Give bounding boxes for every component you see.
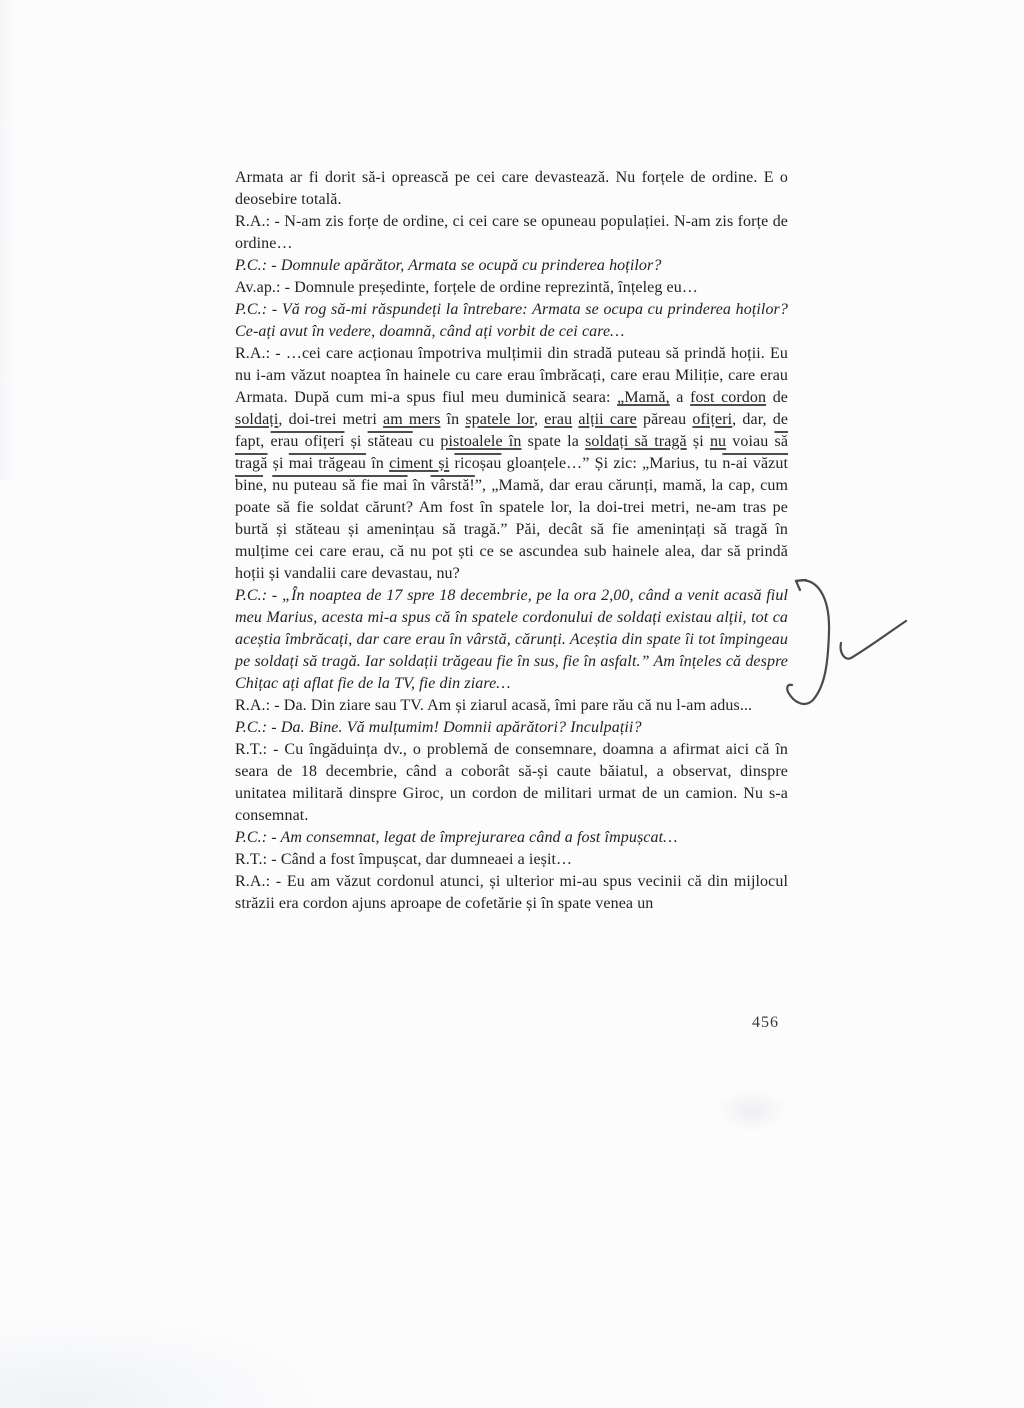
pen-marked-text: ciment și (389, 455, 450, 472)
pen-marked-text: nu puteau să fie mai (272, 477, 408, 494)
text-run: Armata ar fi dorit să-i oprească pe cei care devastează. Nu forțele de ordine. E o deosebire totală. (235, 169, 788, 208)
pen-marked-text: ricoșau (454, 455, 502, 472)
transcript-paragraph (235, 717, 788, 739)
pen-marked-text: alții care (578, 411, 637, 428)
text-run: R.A.: - Da. Din ziare sau TV. Am și ziarul acasă, îmi pare rău că nu l-am adus... (235, 697, 753, 714)
transcript-paragraph (235, 585, 788, 695)
transcript-paragraph (235, 167, 788, 211)
text-run: gloanțele…” Și zic: „Marius, tu (501, 455, 723, 472)
text-run: R.T.: - Cu îngăduința dv., o problemă de consemnare, doamna a afirmat aici că în seara de 18 decembrie, când a coborât să-și caute băiatul, a observat, dinspre unitatea militară dinspre Giroc, un cordon de militari urmat de un camion. Nu s-a consemnat. (235, 741, 788, 824)
text-run: păreau (636, 411, 693, 428)
transcript-paragraph (235, 849, 788, 871)
text-run: în (440, 411, 466, 428)
pen-marked-text: erau ofițeri (270, 433, 345, 450)
transcript-paragraph (235, 343, 788, 585)
pen-marked-text: să tragă (235, 433, 789, 472)
text-run: R.T.: - Când a fost împușcat, dar dumneaei a ieșit… (235, 851, 573, 868)
text-run: P.C.: - Domnule apărător, Armata se ocupă cu prinderea hoților? (235, 257, 662, 274)
transcript-paragraph (235, 277, 788, 299)
text-run: P.C.: - Vă rog să-mi răspundeți la întrebare: Armata se ocupa cu prinderea hoților? Ce-ați avut în vedere, doamnă, când ați vorbit de cei care… (235, 301, 788, 340)
pen-marked-text: vârstă! (430, 477, 475, 494)
transcript-paragraph (235, 255, 788, 277)
text-run: R.A.: - Eu am văzut cordonul atunci, și ulterior mi-au spus vecinii că din mijlocul străzii era cordon ajuns aproape de cofetărie și în spate venea un (235, 873, 788, 912)
pen-marked-text: nu (709, 433, 727, 450)
text-run: ”, „Mamă, dar erau cărunți, mamă, la cap, cum poate să fie soldat cărunt? Am fost în spatele lor, la doi-trei metri, ne-am tras pe burtă și stăteau și amenințau să tragă.” Păi, decât să fie amenințați să tragă în mulțime cei care erau, că nu pot ști ce se ascundea sub hainele alea, dar să prindă hoții și vandalii care devastau, nu? (235, 477, 789, 582)
pen-marked-text: mai trăgeau (288, 455, 367, 472)
text-run: R.A.: - N-am zis forțe de ordine, ci cei care se opuneau populației. N-am zis forțe de ordine… (235, 213, 788, 252)
text-run: cu (412, 433, 441, 450)
handwritten-checkmark (841, 621, 906, 659)
text-run: voiau (726, 433, 775, 450)
page-number: 456 (752, 1014, 779, 1031)
text-run: a (669, 389, 691, 406)
transcript-paragraph (235, 871, 788, 915)
scan-corner-shading (0, 1310, 330, 1408)
pen-marked-text: „Mamă, (617, 389, 670, 406)
pen-marked-text: pistoalele în (440, 433, 522, 450)
faint-smudge (712, 1088, 792, 1134)
transcript-paragraph (235, 695, 788, 717)
pen-marked-text: fost cordon (690, 389, 767, 406)
pen-marked-text: erau (544, 411, 573, 428)
text-run: P.C.: - „În noaptea de 17 spre 18 decembrie, pe la ora 2,00, când a venit acasă fiul meu Marius, acesta mi-a spus că în spatele cordonului de soldați existau alții, tot ca aceștia îmbrăcați, dar care erau în vârstă, cărunți. Aceștia din spate îi tot împingeau pe soldați să tragă. Iar soldații trăgeau fie în sus, fie în asfalt.” Am înțeles că despre Chițac ați aflat fie de la TV, fie din ziare… (235, 587, 788, 692)
text-run: P.C.: - Da. Bine. Vă mulțumim! Domnii apărători? Inculpații? (235, 719, 642, 736)
pen-marked-text: spatele lor (465, 411, 535, 428)
pen-marked-text: am mers (383, 411, 441, 428)
text-run: R.A.: - …cei care acționau împotriva mulțimii din stradă puteau să prindă hoții. Eu nu i-am văzut noaptea în hainele cu care erau îmbrăcați, care erau Miliție, care erau Armata. După cum mi-a spus fiul meu duminică seara: (235, 345, 788, 406)
scan-edge-shading (0, 0, 14, 480)
handwritten-bracket (787, 580, 829, 704)
text-run: Av.ap.: - Domnule președinte, forțele de ordine reprezintă, înțeleg eu… (235, 279, 698, 296)
pen-marked-text: ofițeri (692, 411, 733, 428)
pen-marked-text: soldați (235, 411, 279, 428)
transcript-paragraph (235, 827, 788, 849)
pen-marked-text: soldați să tragă (585, 433, 687, 450)
transcript-paragraph (235, 211, 788, 255)
pen-marked-text: n-ai văzut bine (235, 455, 788, 494)
text-run: , (534, 411, 545, 428)
text-run: P.C.: - Am consemnat, legat de împrejurarea când a fost împușcat… (235, 829, 678, 846)
text-run: în (407, 477, 431, 494)
text-run: și (686, 433, 710, 450)
transcript-text (235, 167, 788, 915)
pen-marked-text: stăteau (367, 433, 413, 450)
text-run: , (262, 477, 273, 494)
text-run: de (766, 389, 788, 406)
transcript-paragraph (235, 299, 788, 343)
transcript-paragraph (235, 739, 788, 827)
text-run: în (366, 455, 390, 472)
text-run: spate la (521, 433, 586, 450)
text-run: , doi-trei metri (278, 411, 384, 428)
text-run: și (267, 455, 289, 472)
text-run: , dar, de fapt, (235, 411, 789, 450)
text-run: și (344, 433, 368, 450)
